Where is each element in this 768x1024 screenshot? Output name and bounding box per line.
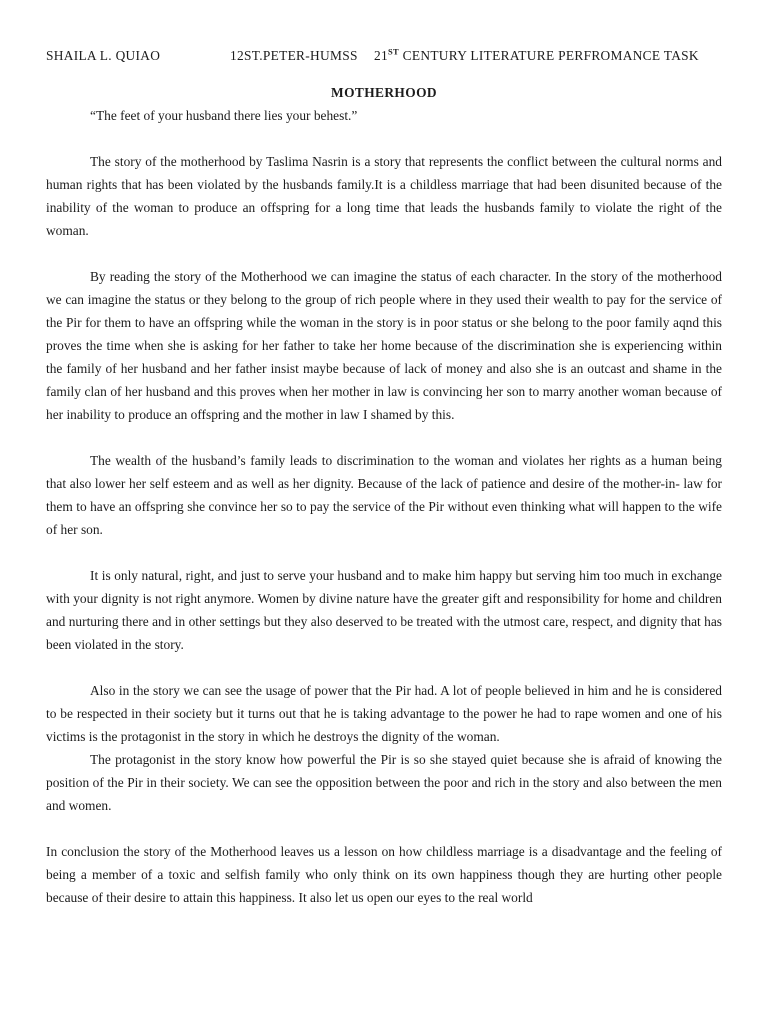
document-header [46, 44, 722, 67]
student-name: SHAILA L. QUIAO [46, 48, 161, 63]
paragraph-3: The wealth of the husband’s family leads to discrimination to the woman and violates her rights as a human being that also lower her self esteem and as well as her dignity. Because of the lack of patience and desire of the mother-in- law for them to have an offspring she convince her so to pay the service of the Pir without even thinking what will happen to the wife of her son. [46, 453, 722, 537]
paragraph-2: By reading the story of the Motherhood we can imagine the status of each character. In the story of the motherhood we can imagine the status or they belong to the group of rich people where in they used their wealth to pay for the service of the Pir for them to have an offspring while the woman in the story is in poor status or she belong to the poor family aqnd this proves the time when she is asking for her father to take her home because of the discrimination she is experiencing within the family of her husband and her father insist maybe because of lack of money and also she is an outcast and shame in the family clan of her husband and this proves when her mother in law is convincing her son to marry another woman because of her inability to produce an offspring and the mother in law I shamed by this. [46, 269, 722, 422]
paragraph-4: It is only natural, right, and just to serve your husband and to make him happy but serving him too much in exchange with your dignity is not right anymore. Women by divine nature have the greater gift and responsibility for home and children and nurturing there and in other settings but they also deserved to be treated with the utmost care, respect, and dignity that has been violated in the story. [46, 568, 722, 652]
course-prefix: 21 [374, 48, 388, 63]
paragraph-conclusion: In conclusion the story of the Motherhood leaves us a lesson on how childless marriage is a disadvantage and the feeling of being a member of a toxic and selfish family who only think on its own happiness though they are hurting other people because of their desire to attain this happiness. It also let us open our eyes to the real world [46, 844, 722, 905]
document-title: MOTHERHOOD [331, 85, 437, 100]
student-section: 12ST.PETER-HUMSS [230, 48, 358, 63]
course-superscript: ST [388, 46, 399, 57]
paragraph-5: Also in the story we can see the usage of power that the Pir had. A lot of people believed in him and he is considered to be respected in their society but it turns out that he is taking advantage to the power he had to rape women and one of his victims is the protagonist in the story in which he destroys the dignity of the woman. [46, 683, 722, 744]
opening-quote: “The feet of your husband there lies your behest.” [90, 108, 358, 123]
paragraph-6: The protagonist in the story know how powerful the Pir is so she stayed quiet because she is afraid of knowing the position of the Pir in their society. We can see the opposition between the poor and rich in the story and also between the men and women. [46, 752, 722, 813]
course-rest: CENTURY LITERATURE PERFROMANCE TASK [399, 48, 699, 63]
paragraph-1: The story of the motherhood by Taslima Nasrin is a story that represents the conflict between the cultural norms and human rights that has been violated by the husbands family.It is a childless marriage that had been disunited because of the inability of the woman to produce an offspring for a long time that leads the husbands family to violate the right of the woman. [46, 154, 722, 238]
course-title [374, 48, 699, 63]
